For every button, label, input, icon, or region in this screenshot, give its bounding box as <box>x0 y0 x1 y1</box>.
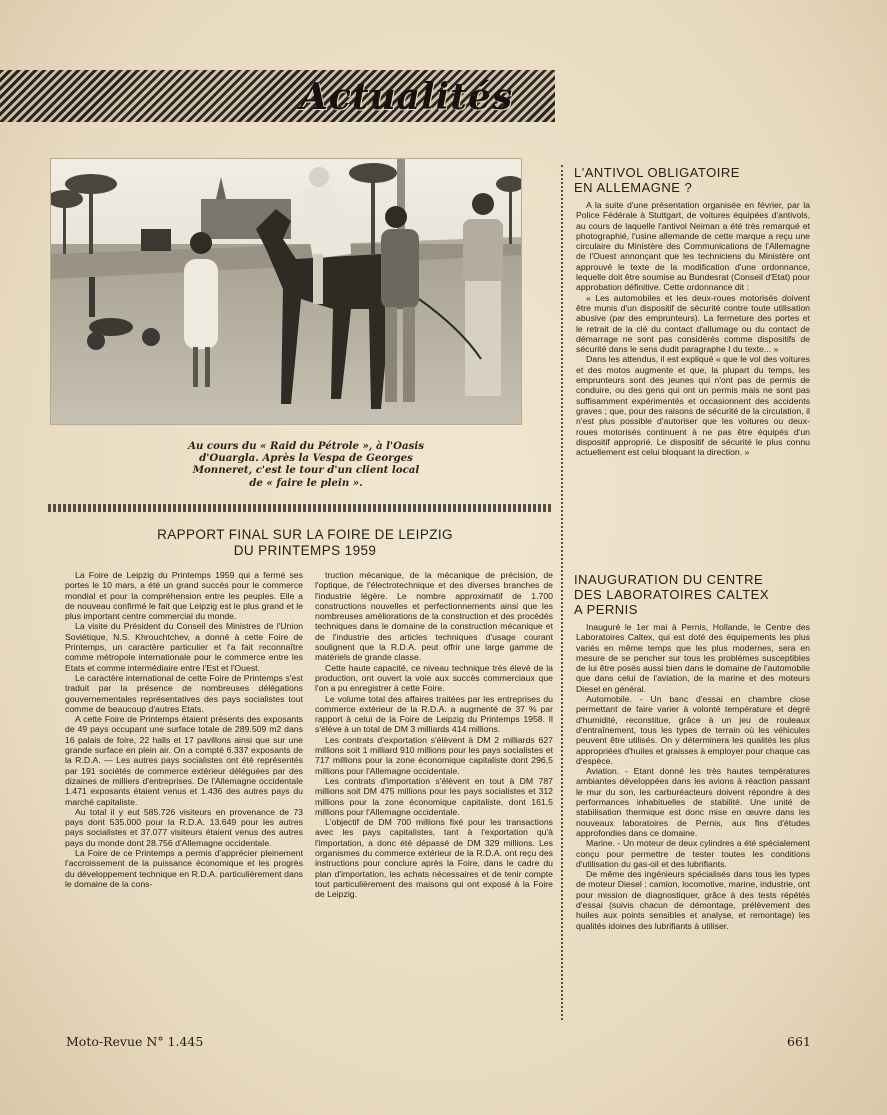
section-title: Actualités <box>300 76 514 118</box>
antivol-title-line-1: L'ANTIVOL OBLIGATOIRE <box>574 165 740 180</box>
article-column-1 <box>65 570 303 889</box>
paragraph: Cette haute capacité, ce niveau technique très élevé de la production, ont ouvert la voie aux succès commerciaux que l'on a pu enregistrer à cette Foire. <box>315 662 553 694</box>
paragraph: Dans les attendus, il est expliqué « que le vol des voitures et des motos augmente et que, la plupart du temps, les emprunteurs sont des jeunes qui n'ont pas de permis de conduire, ou des gens qui ont un permis mais ne sont pas suffisamment expérimentés et occasionnent des accidents graves ; que, pour des raisons de sécurité de la circulation, il n'est plus possible d'autoriser que les voitures ou deux-roues motorisés continuent à ne pas être équipés d'un dispositif approprié. Le dispositif de sécurité le plus connu actuellement est celui bloquant la direction. » <box>576 354 810 458</box>
paragraph: A la suite d'une présentation organisée en février, par la Police Fédérale à Stuttgart, de voitures équipées d'antivols, au cours de laquelle l'antivol Neiman a été très remarqué et photographié, l'usine allemande de cette marque a reçu une circulaire du Ministère des Communications de l'Allemagne de l'Ouest annonçant que les techniciens du Ministère ont approuvé le texte de la modification d'une ordonnance, lequelle doit être soumise au Bundesrat (Conseil d'Etat) pour approbation définitive. Cette ordonnance dit : <box>576 200 810 293</box>
column-divider <box>561 165 563 1020</box>
antivol-title-line-2: EN ALLEMAGNE ? <box>574 180 693 195</box>
paragraph: De même des ingénieurs spécialisés dans tous les types de moteur Diesel : camion, locomotive, marine, industrie, ont pour mission de diagnostiquer, grâce à des tests répétés d'essai (suivis chacun de démontage, prélèvement des huiles aux points sensibles et analyse, et remontage) les qualités idoines des lubrifiants à utiliser. <box>576 869 810 931</box>
antivol-body <box>576 200 810 457</box>
article-title-line-2: DU PRINTEMPS 1959 <box>233 543 377 558</box>
caltex-title-line-3: A PERNIS <box>574 602 638 617</box>
footer-page-number: 661 <box>787 1034 811 1049</box>
caltex-title <box>574 572 864 617</box>
caltex-title-line-1: INAUGURATION DU CENTRE <box>574 572 764 587</box>
article-column-2 <box>315 570 553 900</box>
footer-magazine: Moto-Revue N° 1.445 <box>66 1034 204 1049</box>
article-title-line-1: RAPPORT FINAL SUR LA FOIRE DE LEIPZIG <box>157 527 453 542</box>
caltex-title-line-2: DES LABORATOIRES CALTEX <box>574 587 769 602</box>
paragraph: Aviation. - Etant donné les très hautes températures ambiantes développées dans les avions à réaction passant le mur du son, les carburéacteurs doivent répondre à des performances inhabituelles de stabilité. Une unité de stabilisation thermique est donc mise en œuvre dans les nouveaux laboratoires de Pernis, aux fins d'études approfondies dans ce domaine. <box>576 766 810 838</box>
article-title <box>60 527 550 559</box>
paragraph: truction mécanique, de la mécanique de précision, de l'optique, de l'électrotechnique et des diverses branches de l'industrie légère. Le nombre approximatif de 1.700 constructions nouvelles et perfectionnements ainsi que les nombreuses améliorations de la construction et des procédés techniques dans le domaine de la construction mécanique et de l'industrie des articles techniques d'usage courant soulignent que la R.D.A. peut offrir une large gamme de matériels de grande classe. <box>315 570 553 663</box>
antivol-title <box>574 165 864 195</box>
paragraph: Automobile. - Un banc d'essai en chambre close permettant de faire varier à volonté température et degré d'humidité, reconstitue, grâce à un jeu de rouleaux d'entraînement, tous les types de terrain où les véhicules peuvent être utilisés. On y déterminera les qualités les plus appropriées d'huiles et graisses à employer pour chaque cas d'espèce. <box>576 694 810 766</box>
paragraph: Inauguré le 1er mai à Pernis, Hollande, le Centre des Laboratoires Caltex, qui est doté des équipements les plus variés en même temps que les plus modernes, sera en mesure de se pencher sur tous les problèmes susceptibles de lui être posés aussi bien dans le domaine de l'automobile que dans celui de l'aviation, de la marine et des moteurs Diesel en général. <box>576 622 810 694</box>
caltex-body <box>576 622 810 931</box>
news-photo <box>50 158 522 425</box>
photo-illustration <box>51 159 521 424</box>
paragraph: L'objectif de DM 700 millions fixé pour les transactions avec les pays capitalistes, tant à l'exportation qu'à l'importation, a donc été dépassé de DM 329 millions. Les organismes du commerce extérieur de la R.D.A. ont reçu des instructions pour conclure après la Foire, dans le cadre du plan d'importation, les achats nécessaires et de tenir compte tout particulièrement des maisons qui ont exposé à la Foire de Leipzig. <box>315 817 553 900</box>
paragraph: Le volume total des affaires traitées par les entreprises du commerce extérieur de la R.D.A. a augmenté de 37 % par rapport à celui de la Foire de Leipzig du Printemps 1958. Il s'élève à un total de DM 3 milliards 414 millions. <box>315 693 553 735</box>
paragraph: « Les automobiles et les deux-roues motorisés doivent être munis d'un dispositif de sécurité contre toute utilisation abusive (par des emprunteurs). La fermeture des portes et le retrait de la clé du contact d'allumage ou du contact de démarrage ne sont pas considérés comme dispositifs de sécurité dans le sens dudit paragraphe I du texte... » <box>576 292 810 355</box>
paragraph: Au total il y eut 585.726 visiteurs en provenance de 73 pays dont 535.000 pour la R.D.A. 13.649 pour les autres pays socialistes et 37.077 visiteurs étaient venus des autres pays du monde dont 28.756 d'Allemagne occidentale. <box>65 806 303 848</box>
paragraph: Les contrats d'exportation s'élèvent à DM 2 milliards 627 millions soit 1 milliard 910 millions pour les pays socialistes et 717 millions pour la zone économique capitaliste dont 296,5 millions pour l'Allemagne occidentale. <box>315 734 553 776</box>
paragraph: La Foire de Leipzig du Printemps 1959 qui a fermé ses portes le 10 mars, a été un grand succès pour le commerce mondial et pour la compréhension entre les peuples. Elle a de nouveau confirmé le fait que Leipzig est le plus grand et le plus important centre commercial du monde. <box>65 570 303 622</box>
paragraph: La Foire de ce Printemps a permis d'apprécier pleinement l'accroissement de la puissance économique et les progrès du développement technique en R.D.A. particulièrement dans le domaine de la cons- <box>65 848 303 889</box>
paragraph: Les contrats d'importation s'élèvent en tout à DM 787 millions soit DM 475 millions pour les pays socialistes et 312 millions pour la zone économique capitaliste, dont 161,5 millions pour l'Allemagne occidentale. <box>315 775 553 817</box>
paragraph: A cette Foire de Printemps étaient présents des exposants de 49 pays occupant une surface totale de 289.509 m2 dans 16 palais de foire, 22 halls et 17 pavillons ainsi que sur une grande surface en plein air. On a compté 6.337 exposants de la R.D.A. — Les autres pays socialistes ont été représentés par 191 sociétés de commerce extérieur déléguées par des dizaines de milliers d'entreprises. De l'Allemagne occidentale 1.471 exposants étaient venus et 1.436 des autres pays du marché capitaliste. <box>65 714 303 807</box>
paragraph: Marine. - Un moteur de deux cylindres a été spécialement conçu pour permettre de tester toutes les conditions d'utilisation du gas-oil et des lubrifiants. <box>576 838 810 869</box>
paragraph: Le caractère international de cette Foire de Printemps s'est traduit par la présence de nombreuses délégations gouvernementales représentatives des pays socialistes tout comme de beaucoup d'autres Etats. <box>65 672 303 714</box>
photo-caption: Au cours du « Raid du Pétrole », à l'Oasis d'Ouargla. Après la Vespa de Georges Monneret, c'est le tour d'un client local de « faire le plein ». <box>188 440 424 489</box>
section-divider <box>48 504 553 512</box>
paragraph: La visite du Président du Conseil des Ministres de l'Union Soviétique, N.S. Khrouchtchev, a donné à cette Foire de Printemps, un caractère particulier et l'a fait reconnaître comme métropole internationale pour le commerce entre les Etats et comme intermédiaire entre l'Est et l'Ouest. <box>65 621 303 673</box>
